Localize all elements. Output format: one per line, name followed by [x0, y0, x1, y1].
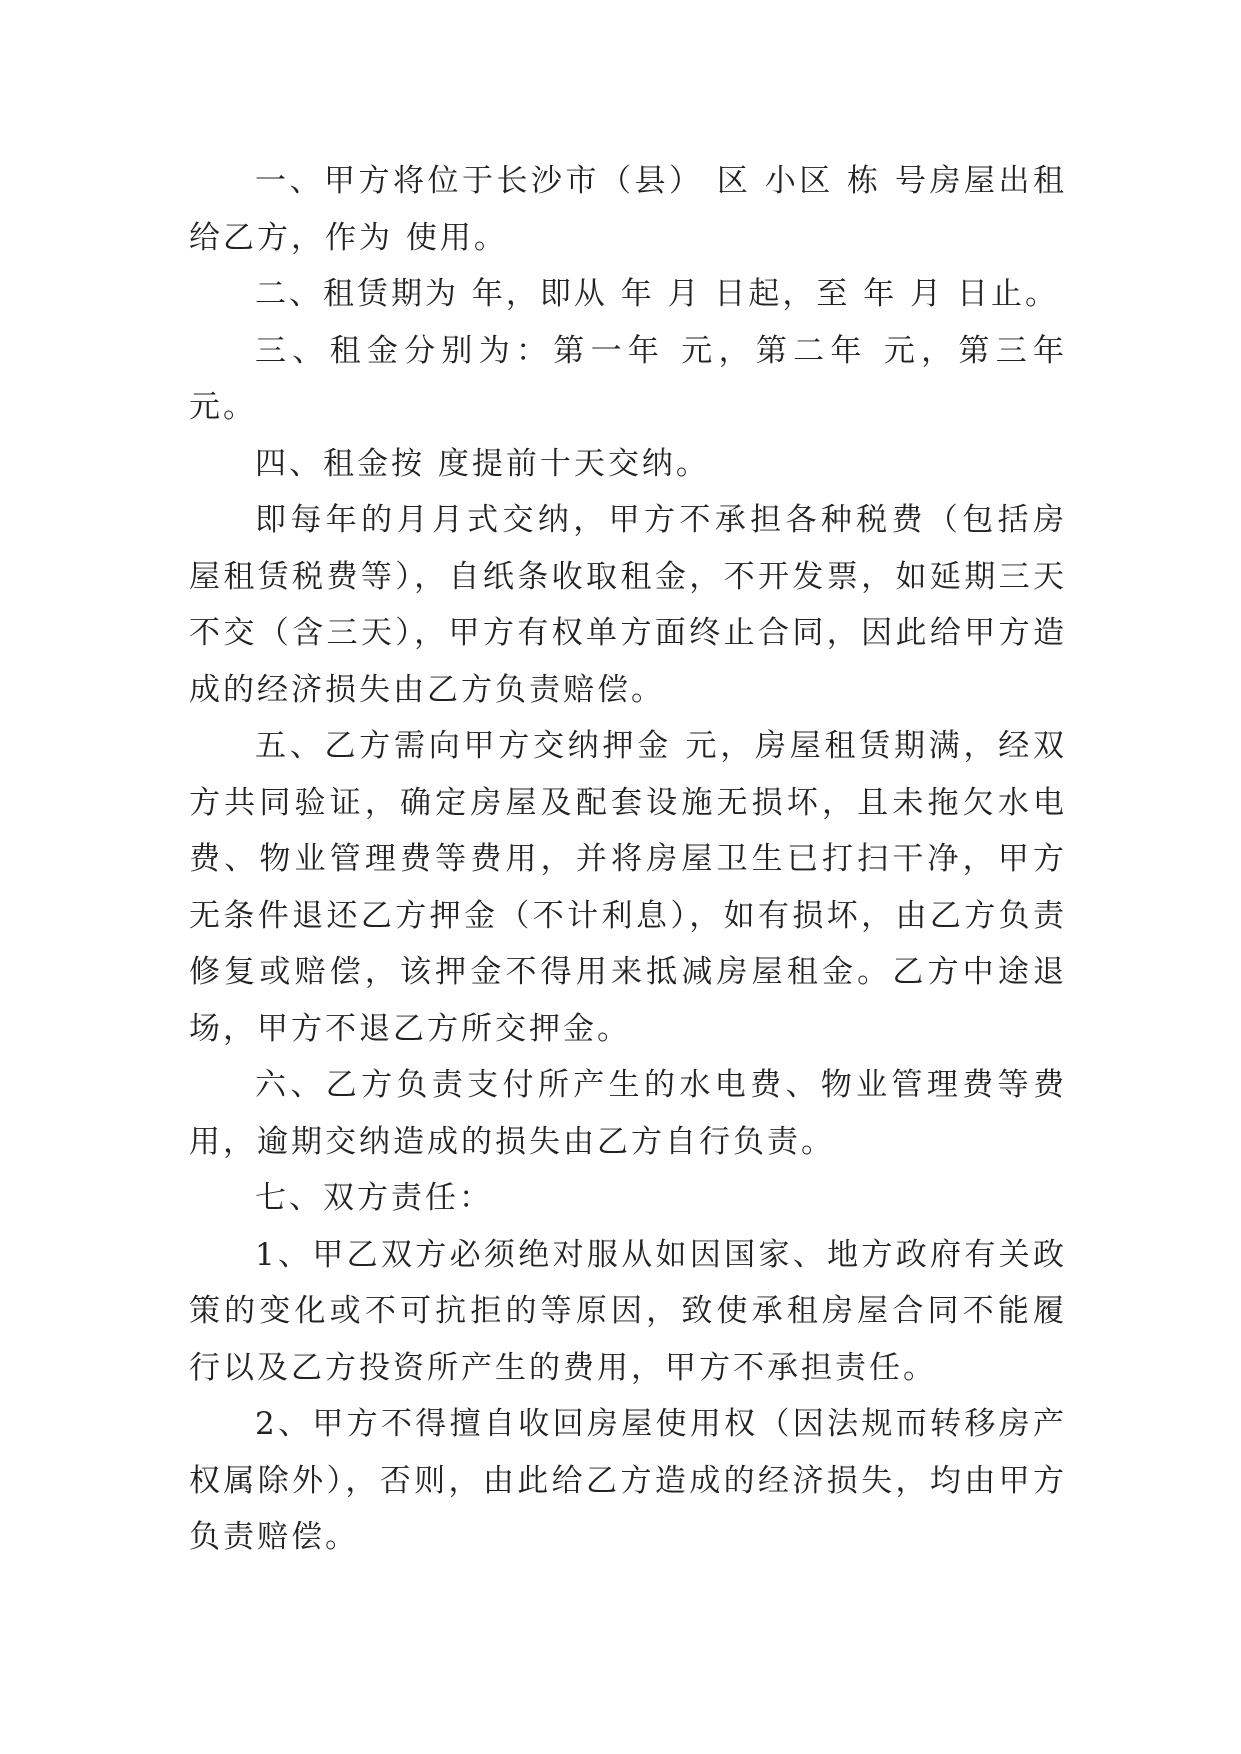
clause-4-payment-details: 即每年的月月式交纳，甲方不承担各种税费（包括房屋租赁税费等），自纸条收取租金，不开发票，如延期三天不交（含三天），甲方有权单方面终止合同，因此给甲方造成的经济损失由乙方负责赔偿。 [189, 502, 1067, 708]
clause-2-lease-term: 二、租赁期为 年，即从 年 月 日起，至 年 月 日止。 [255, 276, 1059, 312]
clause-5-deposit: 五、乙方需向甲方交纳押金 元，房屋租赁期满，经双方共同验证，确定房屋及配套设施无损坏，且未拖欠水电费、物业管理费等费用，并将房屋卫生已打扫干净，甲方无条件退还乙方押金（不计利息），如有损坏，由乙方负责修复或赔偿，该押金不得用来抵减房屋租金。乙方中途退场，甲方不退乙方所交押金。 [189, 728, 1067, 1047]
clause-7-item-1: 1、甲乙双方必须绝对服从如因国家、地方政府有关政策的变化或不可抗拒的等原因，致使承租房屋合同不能履行以及乙方投资所产生的费用，甲方不承担责任。 [189, 1236, 1067, 1386]
clause-4-rent-payment: 四、租金按 度提前十天交纳。 [255, 445, 710, 482]
clause-1-location: 一、甲方将位于长沙市（县） 区 小区 栋 号房屋出租给乙方，作为 使用。 [189, 163, 1067, 256]
clause-7-item-2: 2、甲方不得擅自收回房屋使用权（因法规而转移房产权属除外），否则，由此给乙方造成的经济损失，均由甲方负责赔偿。 [189, 1406, 1067, 1555]
clause-7-heading: 七、双方责任： [255, 1180, 493, 1216]
clause-6-utilities: 六、乙方负责支付所产生的水电费、物业管理费等费用，逾期交纳造成的损失由乙方自行负责。 [189, 1067, 1067, 1160]
document-body [189, 153, 1067, 1566]
clause-3-rent-amount: 三、租金分别为：第一年 元，第二年 元，第三年 元。 [189, 332, 1067, 425]
